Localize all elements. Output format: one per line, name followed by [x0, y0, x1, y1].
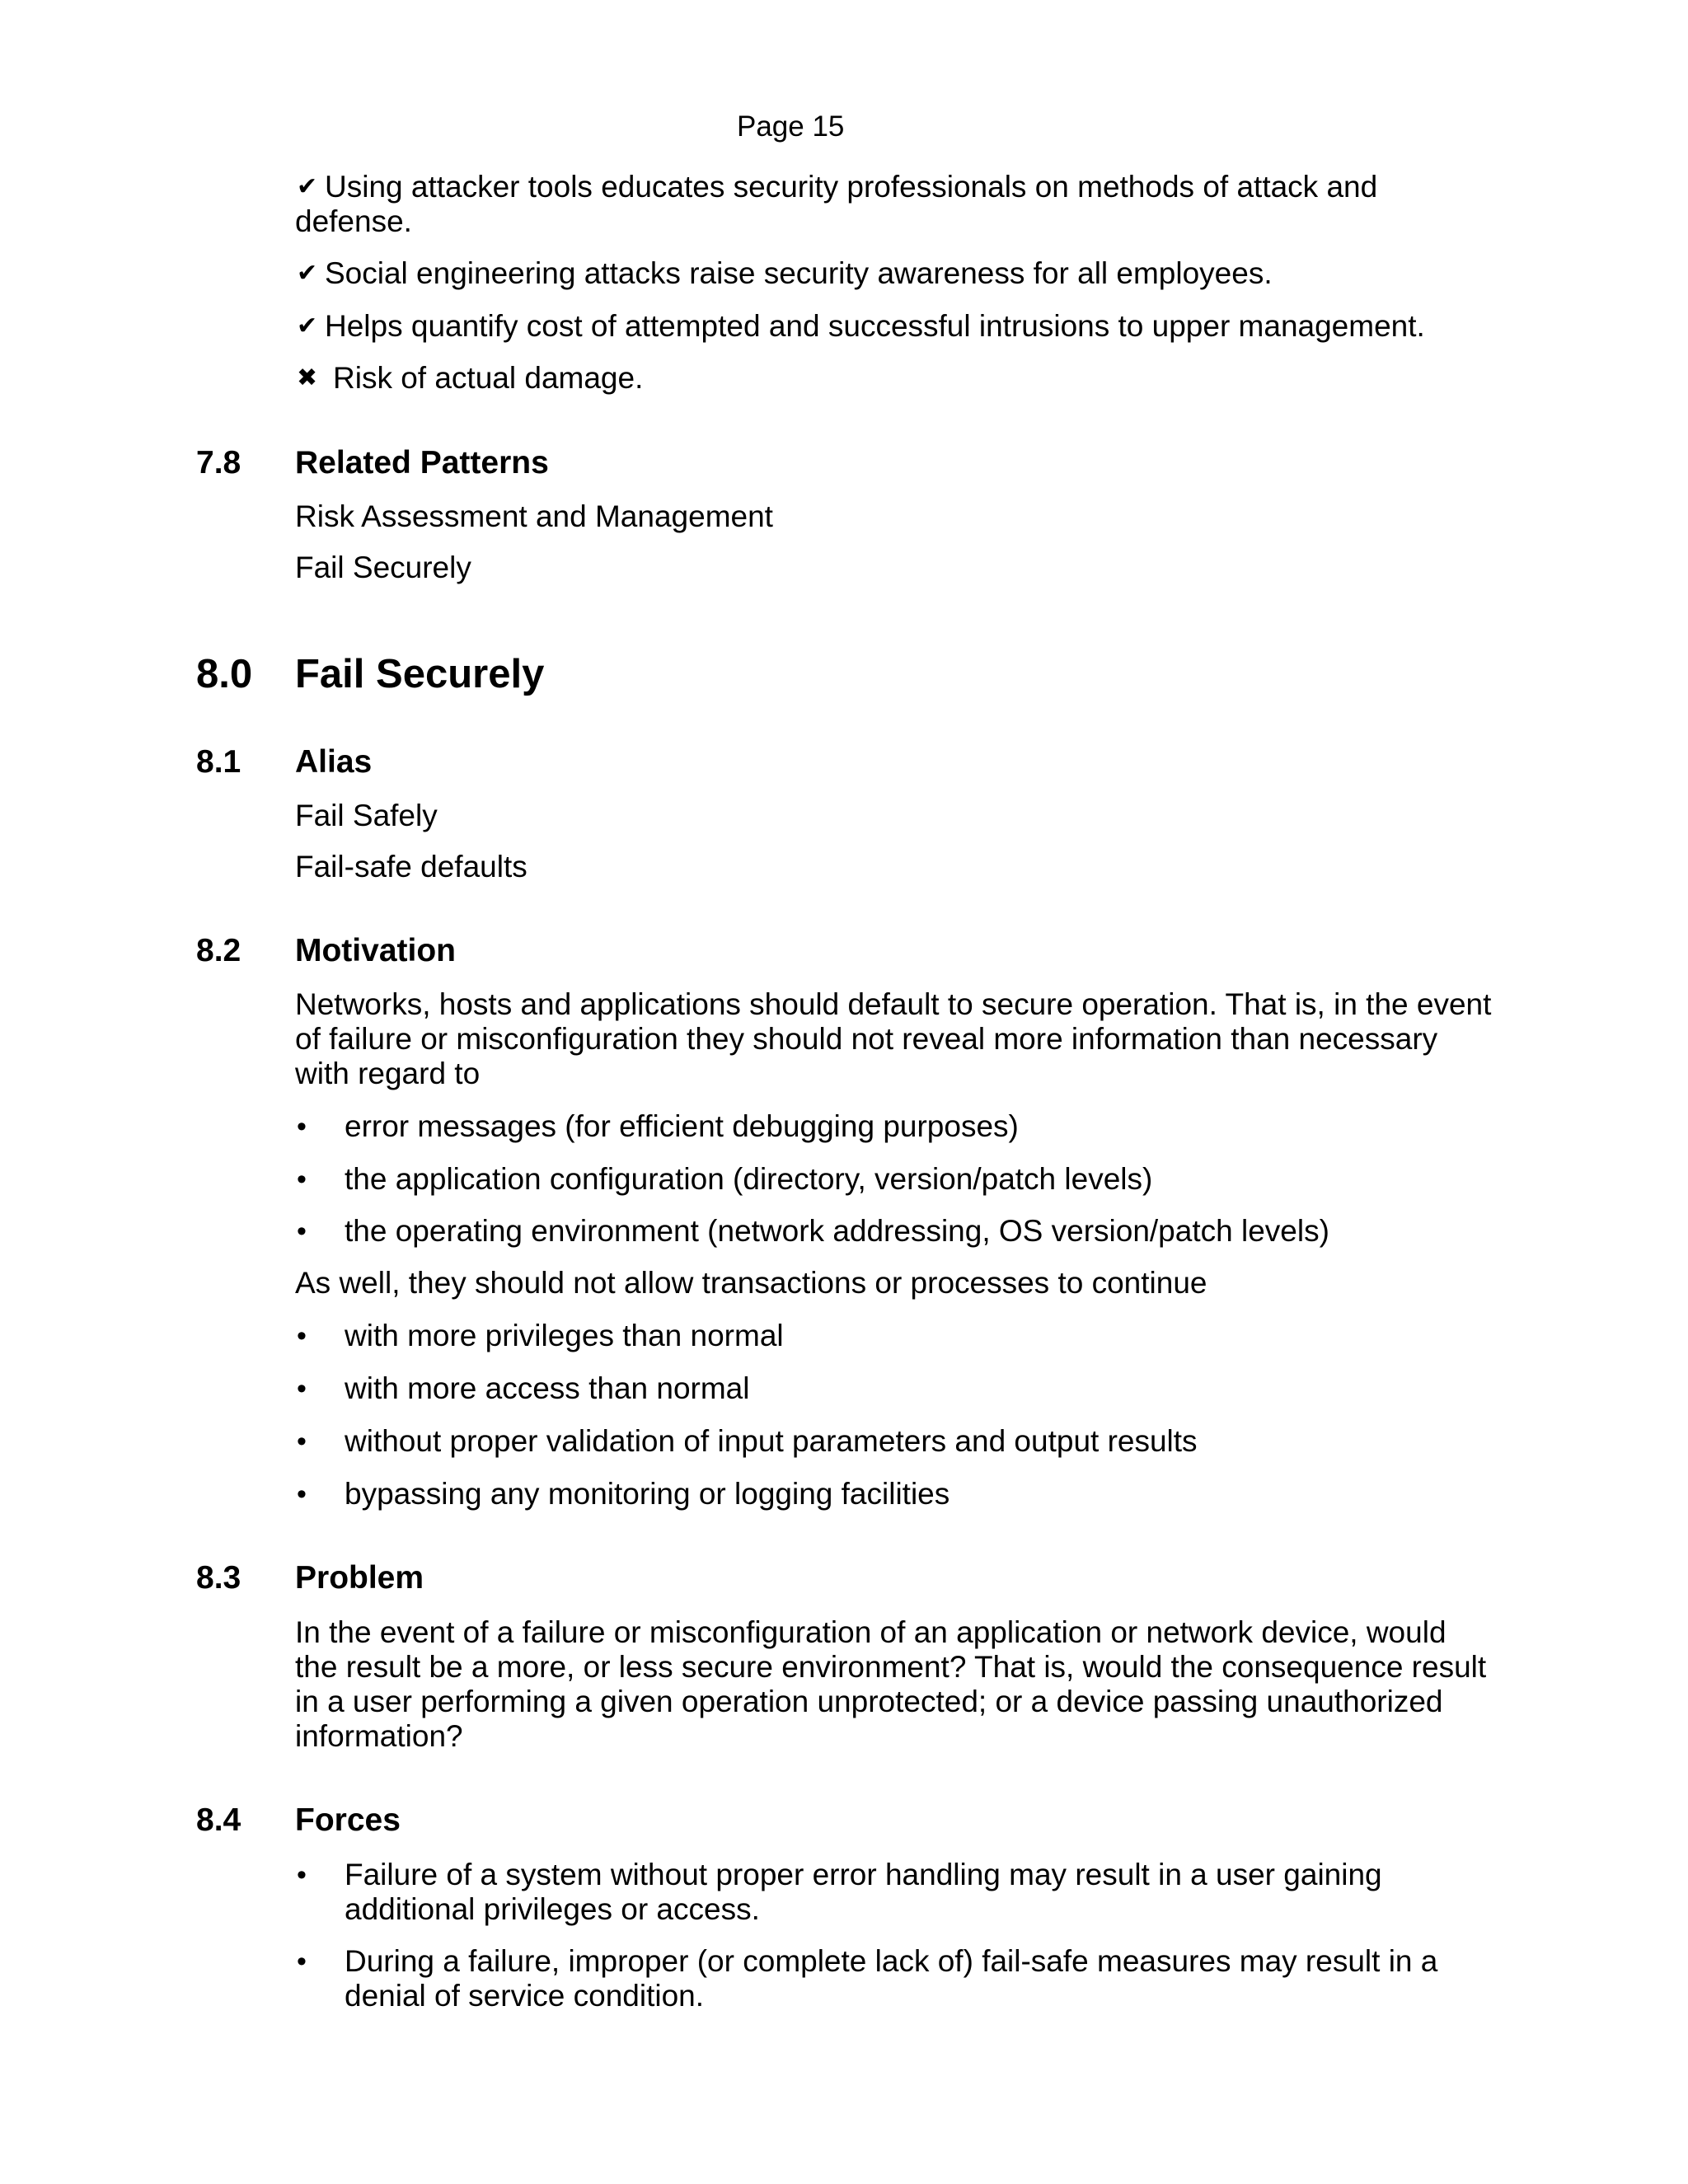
consequence-text: Helps quantify cost of attempted and successful intrusions to upper management. [325, 309, 1425, 343]
section-number: 8.4 [196, 1802, 241, 1838]
section-number: 8.3 [196, 1560, 241, 1596]
paragraph-line: of failure or misconfiguration they should not reveal more information than necessary [295, 1022, 1438, 1056]
check-icon: ✔ [297, 173, 318, 200]
list-item: Failure of a system without proper error handling may result in a user gaining [345, 1858, 1382, 1891]
list-item: the operating environment (network addressing, OS version/patch levels) [345, 1214, 1329, 1248]
bullet-icon: • [297, 1164, 307, 1195]
alias-item: Fail Safely [295, 799, 438, 832]
paragraph-line: in a user performing a given operation unprotected; or a device passing unauthorized [295, 1685, 1443, 1718]
bullet-icon: • [297, 1426, 307, 1457]
chapter-number: 8.0 [196, 652, 253, 696]
paragraph-line: information? [295, 1719, 463, 1753]
section-heading: Motivation [295, 933, 456, 968]
section-number: 8.2 [196, 933, 241, 968]
section-number: 8.1 [196, 744, 241, 780]
section-heading: Forces [295, 1802, 401, 1838]
related-pattern-item: Fail Securely [295, 551, 471, 584]
section-heading: Problem [295, 1560, 424, 1596]
paragraph-line: As well, they should not allow transactions or processes to continue [295, 1266, 1207, 1300]
bullet-icon: • [297, 1859, 307, 1891]
check-icon: ✔ [297, 312, 318, 340]
bullet-icon: • [297, 1946, 307, 1977]
list-item: denial of service condition. [345, 1979, 705, 2013]
paragraph-line: In the event of a failure or misconfiguration of an application or network device, would [295, 1615, 1447, 1649]
bullet-icon: • [297, 1216, 307, 1247]
list-item: During a failure, improper (or complete lack of) fail-safe measures may result in a [345, 1944, 1438, 1978]
consequence-text: defense. [295, 204, 412, 238]
consequence-text: Social engineering attacks raise security awareness for all employees. [325, 256, 1273, 290]
consequence-text: Risk of actual damage. [333, 361, 644, 395]
list-item: the application configuration (directory, version/patch levels) [345, 1162, 1153, 1196]
bullet-icon: • [297, 1479, 307, 1510]
list-item: error messages (for efficient debugging purposes) [345, 1109, 1019, 1143]
bullet-icon: • [297, 1373, 307, 1404]
bullet-icon: • [297, 1111, 307, 1142]
list-item: bypassing any monitoring or logging facilities [345, 1477, 950, 1511]
related-pattern-item: Risk Assessment and Management [295, 499, 773, 533]
bullet-icon: • [297, 1320, 307, 1352]
section-heading: Related Patterns [295, 445, 549, 480]
alias-item: Fail-safe defaults [295, 850, 528, 883]
section-heading: Alias [295, 744, 373, 780]
list-item: with more access than normal [345, 1371, 750, 1405]
section-number: 7.8 [196, 445, 241, 480]
paragraph-line: the result be a more, or less secure environment? That is, would the consequence result [295, 1650, 1487, 1684]
paragraph-line: with regard to [295, 1057, 481, 1090]
paragraph-line: Networks, hosts and applications should default to secure operation. That is, in the event [295, 987, 1492, 1021]
cross-icon: ✖ [297, 364, 318, 391]
consequence-text: Using attacker tools educates security professionals on methods of attack and [325, 170, 1378, 204]
list-item: with more privileges than normal [345, 1319, 784, 1352]
check-icon: ✔ [297, 260, 318, 287]
list-item: additional privileges or access. [345, 1892, 760, 1926]
chapter-heading: Fail Securely [295, 652, 545, 696]
list-item: without proper validation of input parameters and output results [345, 1424, 1198, 1458]
page-number: Page 15 [737, 110, 845, 143]
